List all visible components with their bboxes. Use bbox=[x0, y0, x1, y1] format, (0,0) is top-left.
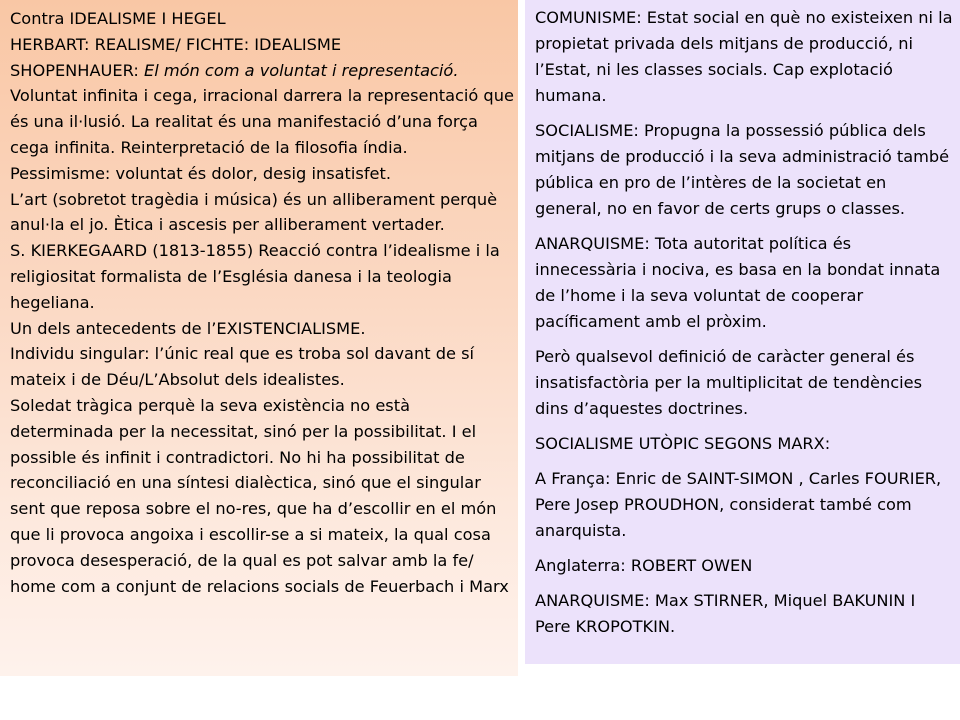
text-line: Pessimisme: voluntat és dolor, desig insatisfet. bbox=[10, 163, 391, 183]
schopenhauer-work-title: El món com a voluntat i representació. bbox=[143, 60, 459, 80]
schopenhauer-prefix: SHOPENHAUER: bbox=[10, 60, 144, 80]
text-line: L’art (sobretot tragèdia i música) és un alliberament perquè anul·la el jo. Ètica i ascesis per alliberament vertader. bbox=[10, 189, 498, 235]
text-line: Voluntat infinita i cega, irracional darrera la representació que és una il·lusió. La realitat és una manifestació d’una força cega infinita. Reinterpretació de la filosofia índia. bbox=[10, 86, 514, 157]
heading-line: HERBART: REALISME/ FICHTE: IDEALISME bbox=[10, 34, 342, 54]
text-line: Un dels antecedents de l’EXISTENCIALISME. bbox=[10, 318, 366, 338]
definition-paragraph: ANARQUISME: Tota autoritat política és innecessària i nociva, es basa en la bondat innata de l’home i la seva voluntat de cooperar pacíficament amb el pròxim. bbox=[535, 234, 941, 331]
text-line: S. KIERKEGAARD (1813-1855) Reacció contra l’idealisme i la religiositat formalista de l’Església danesa i la teologia hegeliana. bbox=[10, 241, 500, 312]
definition-paragraph: SOCIALISME: Propugna la possessió pública dels mitjans de producció i la seva administració també pública en pro de l’intères de la societat en general, no en favor de certs grups o classes. bbox=[535, 121, 950, 218]
heading-line: Contra IDEALISME I HEGEL bbox=[10, 9, 226, 28]
text-line: Soledat tràgica perquè la seva existència no està determinada per la necessitat, sinó per la possibilitat. I el possible és infinit i contradictori. No hi ha possibilitat de reconciliació en una síntesi dialèctica, sinó que el singular sent que reposa sobre el no-res, que ha d’escollir en el món que li provoca angoixa i escollir-se a si mateix, la qual cosa provoca desesperació, de la qual es pot salvar amb la fe/ home com a conjunt de relacions socials de Feuerbach i Marx bbox=[10, 395, 509, 596]
definition-paragraph: COMUNISME: Estat social en què no existeixen ni la propietat privada dels mitjans de producció, ni l’Estat, ni les classes socials. Cap explotació humana. bbox=[535, 8, 953, 105]
right-text-panel bbox=[525, 0, 960, 664]
definition-paragraph: A França: Enric de SAINT-SIMON , Carles FOURIER, Pere Josep PROUDHON, considerat també com anarquista. bbox=[535, 469, 942, 540]
definition-paragraph: ANARQUISME: Max STIRNER, Miquel BAKUNIN I Pere KROPOTKIN. bbox=[535, 591, 916, 636]
schopenhauer-line bbox=[10, 58, 514, 84]
definition-paragraph: Anglaterra: ROBERT OWEN bbox=[535, 556, 753, 575]
text-line: Individu singular: l’únic real que es troba sol davant de sí mateix i de Déu/L’Absolut dels idealistes. bbox=[10, 344, 475, 390]
definition-paragraph: SOCIALISME UTÒPIC SEGONS MARX: bbox=[535, 434, 831, 453]
definition-paragraph: Però qualsevol definició de caràcter general és insatisfactòria per la multiplicitat de tendències dins d’aquestes doctrines. bbox=[535, 347, 922, 418]
